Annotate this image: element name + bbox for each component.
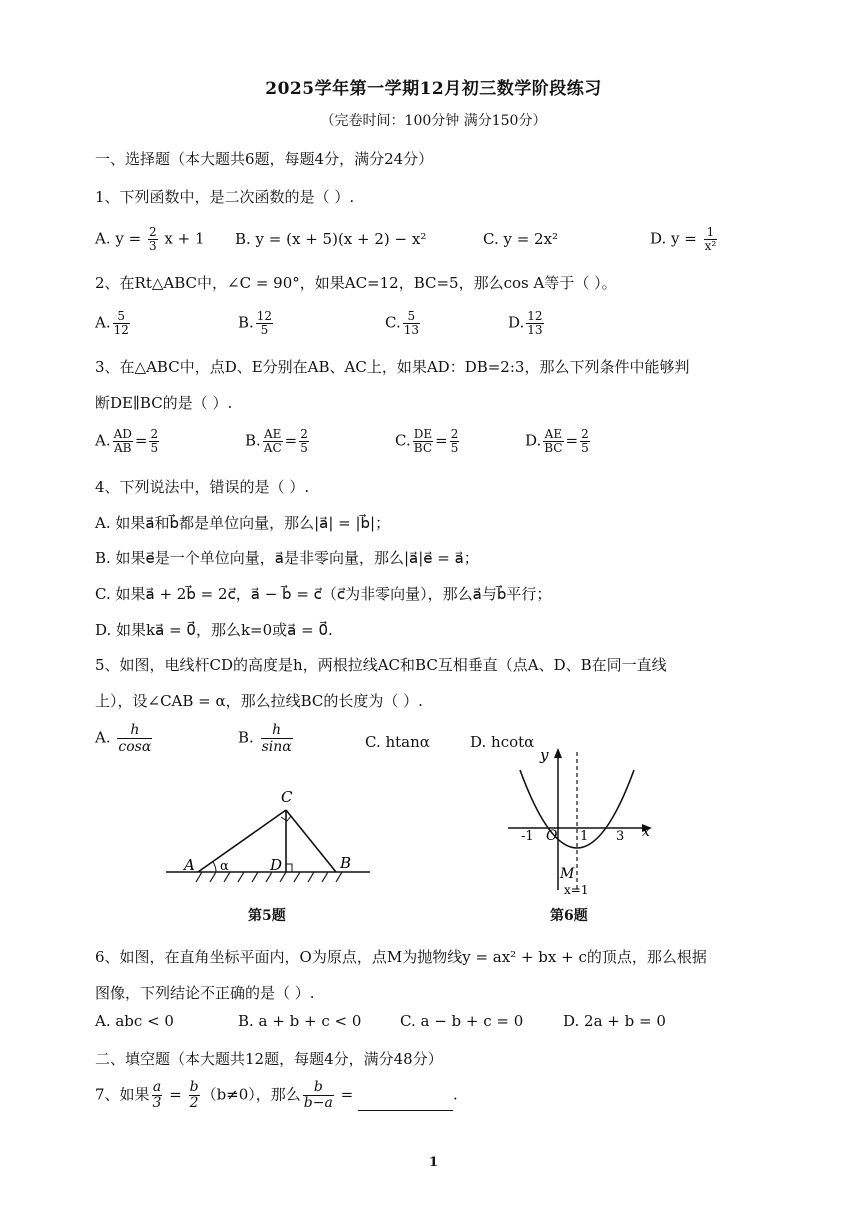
numerator: 5 — [403, 310, 420, 324]
numerator: 2 — [148, 225, 157, 239]
numerator: 2 — [300, 427, 308, 441]
denominator: 5 — [150, 441, 159, 455]
question-5-option-c: C. htanα — [365, 733, 430, 751]
label-one: 1 — [580, 829, 589, 844]
fraction — [152, 1080, 163, 1111]
option-label: C. — [395, 431, 411, 450]
figure-5-triangle — [160, 780, 380, 890]
right-angle-d — [286, 864, 292, 872]
option-label: B. — [245, 431, 261, 450]
label-d: D — [270, 856, 283, 874]
question-2-option-d — [508, 310, 546, 337]
question-6-stem-line1: 6、如图，在直角坐标平面内，O为原点，点M为抛物线y = ax² + bx + c的顶点，那么根据 — [95, 948, 707, 966]
option-label: B. — [238, 728, 254, 747]
question-1-option-b: B. y = (x + 5)(x + 2) − x² — [235, 230, 427, 248]
numerator: AE — [544, 427, 563, 441]
option-d-prefix: D. y = — [650, 229, 697, 248]
question-7-condition: （b≠0），那么 — [201, 1085, 301, 1104]
page-title: 2025学年第一学期12月初三数学阶段练习 — [265, 79, 602, 99]
equals-sign: = — [169, 1085, 182, 1104]
label-b: B — [340, 854, 352, 872]
numerator: 2 — [581, 427, 589, 441]
section-choice-heading: 一、选择题（本大题共6题，每题4分，满分24分） — [95, 150, 434, 168]
denominator: BC — [413, 441, 433, 455]
label-x: x — [642, 824, 650, 840]
figure-5-caption: 第5题 — [248, 908, 286, 924]
question-5-option-b — [238, 722, 295, 755]
figure-6-parabola — [500, 740, 660, 900]
numerator: 2 — [450, 427, 459, 441]
denominator: 5 — [260, 323, 269, 337]
denominator: 3 — [148, 239, 157, 253]
denominator: 3 — [152, 1095, 162, 1111]
numerator: 12 — [256, 309, 273, 323]
label-a: A — [184, 856, 195, 874]
label-c: C — [281, 788, 293, 806]
page-number: 1 — [428, 1155, 439, 1170]
figure-6-caption: 第6题 — [550, 908, 588, 924]
denominator: 13 — [403, 323, 419, 337]
denominator: x² — [704, 239, 717, 253]
question-6-option-c: C. a − b + c = 0 — [400, 1012, 524, 1030]
denominator: 5 — [581, 441, 589, 455]
label-alpha: α — [220, 859, 229, 874]
option-label: A. — [95, 728, 111, 747]
fraction — [263, 428, 283, 455]
question-4-option-d: D. 如果ka⃗ = 0⃗，那么k=0或a⃗ = 0⃗. — [95, 621, 333, 639]
fraction — [580, 428, 590, 455]
question-3-option-a: A. $\frac{AD}{AB}$ = $\frac{2}{5}$ — [95, 427, 159, 455]
numerator: AD — [113, 427, 132, 441]
fraction — [413, 428, 433, 455]
question-6-option-d: D. 2a + b = 0 — [563, 1012, 666, 1030]
fraction — [450, 428, 460, 455]
question-4-option-c: C. 如果a⃗ + 2b⃗ = 2c⃗，a⃗ − b⃗ = c⃗（c⃗为非零向量），那么a⃗与b⃗平行； — [95, 585, 552, 603]
question-1-option-a — [95, 226, 205, 253]
question-1-option-c: C. y = 2x² — [483, 230, 559, 248]
question-6-stem-line2: 图像，下列结论不正确的是（ ）. — [95, 984, 315, 1002]
numerator: a — [152, 1079, 162, 1095]
question-6-option-a: A. abc < 0 — [95, 1012, 174, 1030]
label-m: M — [560, 866, 575, 882]
question-7 — [95, 1080, 458, 1111]
question-2-option-c — [385, 310, 422, 337]
angle-alpha-arc — [213, 862, 216, 872]
denominator: 5 — [450, 441, 459, 455]
label-x-equals-1: x=1 — [564, 883, 589, 897]
question-5-option-a — [95, 722, 154, 755]
numerator: AE — [264, 427, 282, 441]
denominator: 2 — [189, 1095, 199, 1111]
fraction — [256, 310, 273, 337]
option-label: A. — [95, 431, 111, 450]
question-5-stem-line2: 上），设∠CAB = α，那么拉线BC的长度为（ ）. — [95, 692, 423, 710]
option-a-prefix: A. y = — [95, 229, 142, 248]
numerator: 12 — [527, 309, 543, 323]
question-4-option-a: A. 如果a⃗和b⃗都是单位向量，那么|a⃗| = |b⃗|； — [95, 514, 391, 532]
question-7-end: . — [452, 1085, 458, 1104]
numerator: b — [303, 1080, 334, 1096]
question-3-option-c: C. $\frac{DE}{BC}$ = $\frac{2}{5}$ — [395, 427, 459, 455]
numerator: 2 — [150, 427, 159, 441]
fraction — [117, 722, 152, 755]
fraction — [299, 428, 309, 455]
denominator: cosα — [118, 739, 152, 755]
page-subtitle: （完卷时间：100分钟 满分150分） — [320, 113, 547, 129]
fraction — [113, 428, 133, 455]
denominator: b−a — [303, 1095, 333, 1111]
question-1-option-d — [650, 226, 719, 253]
section-fill-heading: 二、填空题（本大题共12题，每题4分，满分48分） — [95, 1050, 443, 1068]
denominator: BC — [544, 441, 563, 455]
question-3-stem-line2: 断DE∥BC的是（ ）. — [95, 394, 233, 412]
numerator: 5 — [113, 310, 130, 324]
fraction — [261, 722, 293, 755]
fraction — [148, 226, 158, 253]
numerator: DE — [413, 427, 433, 441]
label-y: y — [540, 746, 549, 764]
denominator: sinα — [261, 739, 292, 755]
question-3-option-d: D. $\frac{AE}{BC}$ = $\frac{2}{5}$ — [525, 427, 589, 455]
option-label: B. — [238, 313, 254, 332]
fraction — [113, 310, 130, 337]
numerator: h — [261, 722, 293, 739]
question-4-option-b: B. 如果e⃗是一个单位向量，a⃗是非零向量，那么|a⃗|e⃗ = a⃗； — [95, 549, 479, 567]
option-label: D. — [525, 431, 542, 450]
option-a-suffix: x + 1 — [164, 229, 205, 248]
denominator: AC — [263, 441, 282, 455]
question-6-option-b: B. a + b + c < 0 — [238, 1012, 362, 1030]
question-3-stem-line1: 3、在△ABC中，点D、E分别在AB、AC上，如果AD：DB=2:3，那么下列条件中能够判 — [95, 358, 690, 376]
fraction — [526, 310, 543, 337]
fraction — [543, 428, 563, 455]
fraction — [189, 1080, 200, 1111]
label-origin: O — [546, 828, 558, 844]
equals-sign: = — [340, 1085, 354, 1104]
numerator: 1 — [704, 226, 718, 240]
denominator: AB — [114, 441, 132, 455]
question-5-stem-line1: 5、如图，电线杆CD的高度是h，两根拉线AC和BC互相垂直（点A、D、B在同一直线 — [95, 656, 667, 674]
denominator: 13 — [527, 323, 543, 337]
question-2-option-a — [95, 310, 132, 337]
option-label: D. — [508, 313, 525, 332]
fraction — [403, 310, 420, 337]
fraction — [704, 226, 718, 253]
option-label: A. — [95, 313, 111, 332]
fraction — [303, 1080, 334, 1111]
question-3-option-b: B. $\frac{AE}{AC}$ = $\frac{2}{5}$ — [245, 427, 308, 455]
numerator: b — [189, 1079, 199, 1095]
denominator: 12 — [113, 323, 129, 337]
ground-hatching — [196, 872, 342, 882]
answer-blank[interactable] — [358, 1096, 453, 1111]
option-label: C. — [385, 313, 401, 332]
question-4-stem: 4、下列说法中，错误的是（ ）. — [95, 478, 310, 496]
question-2-option-b — [238, 310, 275, 337]
denominator: 5 — [300, 441, 308, 455]
numerator: h — [117, 722, 152, 739]
question-5-option-d: D. hcotα — [470, 733, 535, 751]
label-neg-one: -1 — [521, 829, 534, 844]
y-axis-arrow — [554, 748, 562, 758]
question-1-stem: 1、下列函数中，是二次函数的是（ ）. — [95, 188, 355, 206]
line-bc — [286, 810, 336, 872]
fraction — [149, 428, 159, 455]
label-three: 3 — [616, 829, 625, 844]
question-2-stem: 2、在Rt△ABC中，∠C = 90°，如果AC=12，BC=5，那么cos A等于（ ）。 — [95, 274, 617, 292]
question-7-prefix: 7、如果 — [95, 1085, 150, 1104]
